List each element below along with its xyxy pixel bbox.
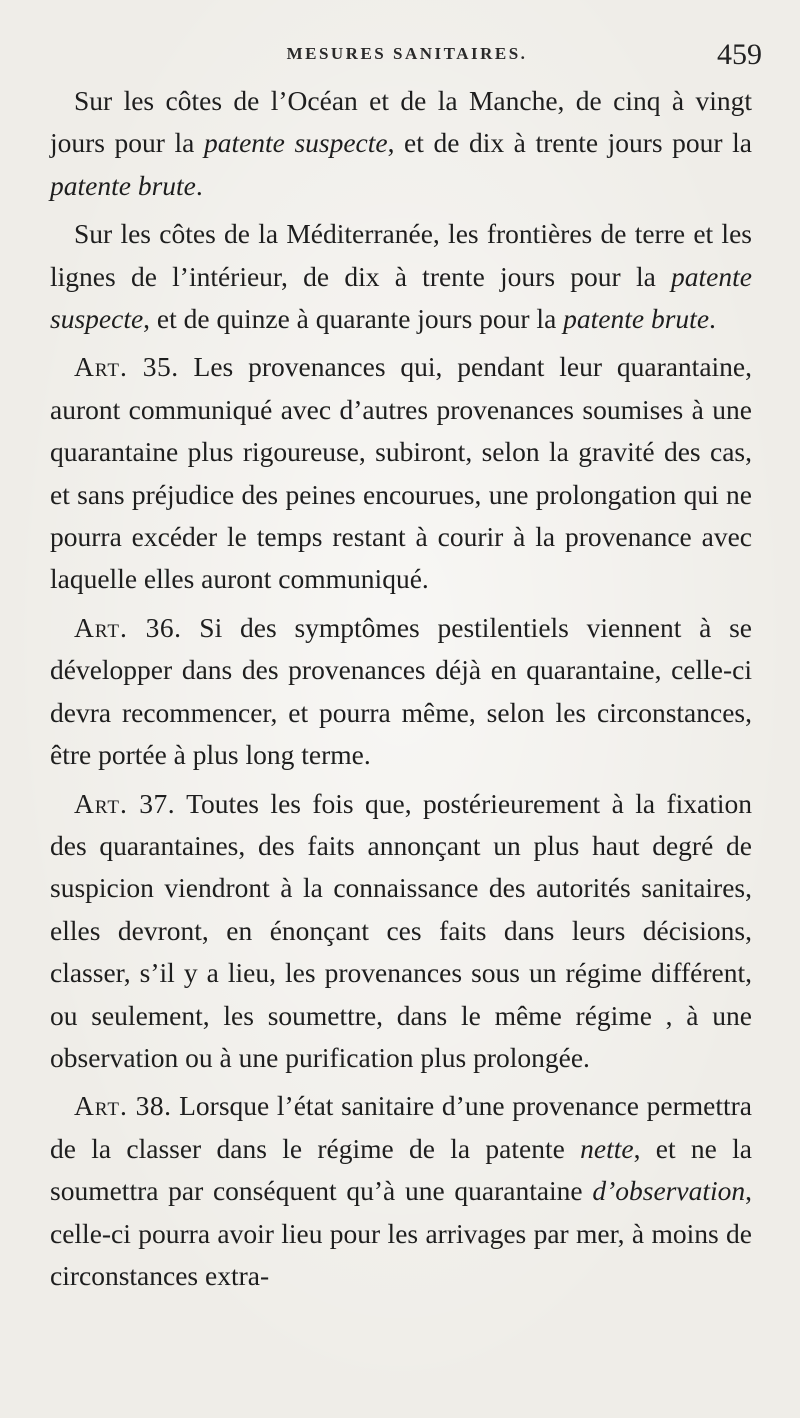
text-segment: Sur les côtes de la Méditerranée, les frontières de terre et les lignes de l’intérieur, de dix à trente jours pour la [50,218,752,292]
article-35 [50,346,752,600]
text-segment: . [195,169,203,201]
article-number: 36. [145,611,182,643]
text-segment: , et de dix à trente jours pour la [387,127,752,159]
text-segment: Sur les côtes de l’Océan et de la Manche, de cinq à vingt jours pour la [50,85,752,159]
text-segment: . [709,303,716,335]
text-segment: , et de quinze à quarante jours pour la [143,303,564,335]
text-segment: Toutes les fois que, postérieurement à la fixation des quarantaines, des faits annonçant un plus haut degré de suspicion viendront à la connaissance des autorités sanitaires, elles devront, en énonçant ces faits dans leurs décisions, classer, s’il y a lieu, les provenances sous un régime différent, ou seulement, les soumettre, dans le même régime , à une observation ou à une purification plus prolongée. [50,787,753,1073]
article-number: 38. [135,1090,172,1122]
italic-segment: patente suspecte [203,127,388,159]
paragraph [50,80,752,207]
page-number: 459 [717,38,762,71]
article-label: Art. [74,611,128,643]
article-label: Art. [74,351,128,383]
italic-segment: nette [580,1132,634,1164]
article-label: Art. [74,787,128,819]
italic-segment: d’observation [592,1175,746,1207]
page-body [50,80,752,1303]
paragraph [50,213,752,340]
article-37 [50,783,752,1080]
article-number: 35. [142,351,179,383]
italic-segment: patente brute [50,169,196,201]
text-segment: Les provenances qui, pendant leur quarantaine, auront communiqué avec d’autres provenances soumises à une quarantaine plus rigoureuse, subiront, selon la gravité des cas, et sans préjudice des peines encourues, une prolongation qui ne pourra excéder le temps restant à courir à la provenance avec laquelle elles auront communiqué. [50,351,753,595]
text-segment: , et ne la soumettra par conséquent qu’à une quarantaine [50,1132,752,1207]
text-segment: Si des symptômes pestilentiels viennent à se développer dans des provenances déjà en quarantaine, celle-ci devra recommencer, et pourra même, selon les circonstances, être portée à plus long terme. [50,611,753,771]
article-label: Art. [74,1090,128,1122]
italic-segment: patente brute [563,303,710,335]
text-segment: Lorsque l’état sanitaire d’une provenance permettra de la classer dans le régime de la patente [50,1090,752,1164]
italic-segment: patente suspecte [50,260,752,335]
running-title: MESURES SANITAIRES. [286,44,528,63]
article-number: 37. [139,787,176,819]
article-36 [50,607,752,777]
article-38 [50,1085,752,1297]
page-header [62,38,762,78]
text-segment: , celle-ci pourra avoir lieu pour les arrivages par mer, à moins de circonstances extra- [50,1175,752,1291]
